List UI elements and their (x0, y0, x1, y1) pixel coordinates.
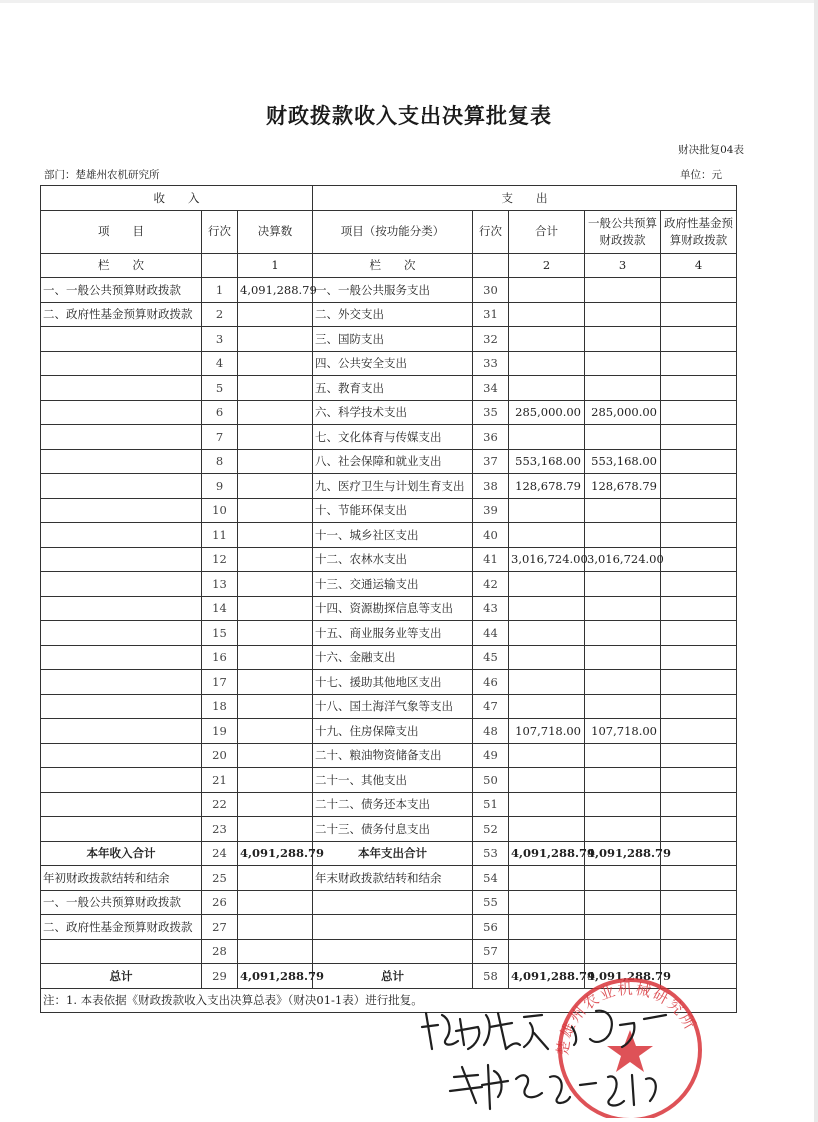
expense-total: 4,091,288.79 (509, 841, 585, 866)
income-item (41, 743, 202, 768)
income-row-no: 22 (202, 792, 238, 817)
expense-gov-fund (661, 890, 737, 915)
expense-gov-fund (661, 474, 737, 499)
expense-row-no: 46 (473, 670, 509, 695)
income-item: 年初财政拨款结转和结余 (41, 866, 202, 891)
expense-general-budget: 285,000.00 (585, 400, 661, 425)
income-item (41, 670, 202, 695)
expense-general-budget (585, 817, 661, 842)
expense-gov-fund (661, 719, 737, 744)
expense-general-budget: 553,168.00 (585, 449, 661, 474)
expense-gov-fund (661, 425, 737, 450)
expense-general-budget (585, 939, 661, 964)
income-amount (238, 645, 313, 670)
income-amount (238, 572, 313, 597)
expense-general-budget (585, 327, 661, 352)
income-row-no: 2 (202, 302, 238, 327)
expense-gov-fund (661, 866, 737, 891)
table-row (41, 302, 737, 327)
income-item (41, 596, 202, 621)
income-row-no: 3 (202, 327, 238, 352)
table-row (41, 278, 737, 303)
expense-general-budget (585, 743, 661, 768)
expense-item: 十一、城乡社区支出 (313, 523, 473, 548)
expense-total (509, 866, 585, 891)
expense-total (509, 743, 585, 768)
expense-gov-fund (661, 498, 737, 523)
expense-total (509, 523, 585, 548)
income-row-no: 21 (202, 768, 238, 793)
expense-row-no: 43 (473, 596, 509, 621)
expense-item: 十七、援助其他地区支出 (313, 670, 473, 695)
income-amount (238, 768, 313, 793)
expense-row-no: 37 (473, 449, 509, 474)
expense-row-no: 51 (473, 792, 509, 817)
expense-item: 十八、国土海洋气象等支出 (313, 694, 473, 719)
expense-item: 十、节能环保支出 (313, 498, 473, 523)
income-amount (238, 351, 313, 376)
item-header: 项 目 (41, 210, 202, 253)
expense-item: 九、医疗卫生与计划生育支出 (313, 474, 473, 499)
table-row (41, 841, 737, 866)
expense-general-budget: 107,718.00 (585, 719, 661, 744)
expense-gov-fund (661, 743, 737, 768)
income-row-no: 8 (202, 449, 238, 474)
expense-row-no: 33 (473, 351, 509, 376)
expense-gov-fund (661, 547, 737, 572)
expense-gov-fund (661, 670, 737, 695)
table-row (41, 547, 737, 572)
income-item (41, 425, 202, 450)
expense-gov-fund (661, 400, 737, 425)
expense-gov-fund (661, 768, 737, 793)
expense-total (509, 425, 585, 450)
expense-row-no: 55 (473, 890, 509, 915)
table-row (41, 890, 737, 915)
income-amount (238, 866, 313, 891)
income-item: 二、政府性基金预算财政拨款 (41, 302, 202, 327)
table-row (41, 449, 737, 474)
func-item-header: 项目（按功能分类） (313, 210, 473, 253)
income-row-no: 6 (202, 400, 238, 425)
expense-gov-fund (661, 376, 737, 401)
income-amount: 4,091,288.79 (238, 964, 313, 989)
expense-gov-fund (661, 351, 737, 376)
expense-gov-fund (661, 302, 737, 327)
income-amount (238, 596, 313, 621)
expense-row-no: 44 (473, 621, 509, 646)
expense-total (509, 498, 585, 523)
expense-general-budget (585, 498, 661, 523)
expense-item: 二十、粮油物资储备支出 (313, 743, 473, 768)
expense-total: 128,678.79 (509, 474, 585, 499)
expense-general-budget (585, 523, 661, 548)
income-amount (238, 400, 313, 425)
income-amount (238, 915, 313, 940)
expense-item: 年末财政拨款结转和结余 (313, 866, 473, 891)
expense-gov-fund (661, 621, 737, 646)
expense-item: 二十一、其他支出 (313, 768, 473, 793)
expense-gov-fund (661, 915, 737, 940)
income-item (41, 547, 202, 572)
column-index-blank-2 (473, 253, 509, 278)
income-amount (238, 327, 313, 352)
income-item: 一、一般公共预算财政拨款 (41, 890, 202, 915)
expense-row-no: 50 (473, 768, 509, 793)
row-no-header: 行次 (202, 210, 238, 253)
expense-item: 七、文化体育与传媒支出 (313, 425, 473, 450)
expense-total (509, 939, 585, 964)
expense-general-budget (585, 351, 661, 376)
header-column-row (41, 210, 737, 253)
expense-total: 553,168.00 (509, 449, 585, 474)
income-row-no: 10 (202, 498, 238, 523)
column-index-4: 4 (661, 253, 737, 278)
expense-total (509, 768, 585, 793)
expense-general-budget (585, 596, 661, 621)
expense-row-no: 58 (473, 964, 509, 989)
income-amount (238, 449, 313, 474)
column-label-2: 栏 次 (313, 253, 473, 278)
expense-total (509, 645, 585, 670)
income-item (41, 719, 202, 744)
expense-general-budget (585, 915, 661, 940)
income-item (41, 817, 202, 842)
income-item: 本年收入合计 (41, 841, 202, 866)
general-budget-header: 一般公共预算财政拨款 (585, 210, 661, 253)
header-group-row (41, 186, 737, 211)
expense-total (509, 596, 585, 621)
expense-gov-fund (661, 596, 737, 621)
income-item (41, 694, 202, 719)
footnote: 注：1. 本表依据《财政拨款收入支出决算总表》（财决01-1表）进行批复。 (41, 988, 737, 1013)
table-row (41, 572, 737, 597)
expense-general-budget: 128,678.79 (585, 474, 661, 499)
expense-item (313, 915, 473, 940)
expense-row-no: 40 (473, 523, 509, 548)
expense-general-budget (585, 768, 661, 793)
income-row-no: 20 (202, 743, 238, 768)
income-item (41, 768, 202, 793)
expense-total (509, 670, 585, 695)
table-row (41, 743, 737, 768)
expense-gov-fund (661, 645, 737, 670)
final-amount-header: 决算数 (238, 210, 313, 253)
expense-gov-fund (661, 817, 737, 842)
total-header: 合计 (509, 210, 585, 253)
expense-total (509, 915, 585, 940)
expense-row-no: 48 (473, 719, 509, 744)
income-amount (238, 376, 313, 401)
income-amount (238, 817, 313, 842)
expense-item (313, 939, 473, 964)
income-amount (238, 302, 313, 327)
department-label: 部门：楚雄州农机研究所 (44, 169, 160, 181)
expense-item: 三、国防支出 (313, 327, 473, 352)
income-amount (238, 621, 313, 646)
expense-item: 八、社会保障和就业支出 (313, 449, 473, 474)
income-amount (238, 498, 313, 523)
income-row-no: 12 (202, 547, 238, 572)
table-row (41, 768, 737, 793)
income-row-no: 17 (202, 670, 238, 695)
expense-item: 二、外交支出 (313, 302, 473, 327)
expense-item: 十九、住房保障支出 (313, 719, 473, 744)
expense-row-no: 39 (473, 498, 509, 523)
income-amount (238, 743, 313, 768)
handwritten-signature (420, 1005, 740, 1120)
expense-item: 二十二、债务还本支出 (313, 792, 473, 817)
expense-total (509, 890, 585, 915)
table-row (41, 376, 737, 401)
expense-item: 总计 (313, 964, 473, 989)
form-number: 财决批复04表 (678, 144, 744, 156)
expense-total: 4,091,288.79 (509, 964, 585, 989)
income-row-no: 11 (202, 523, 238, 548)
expense-total (509, 694, 585, 719)
income-item (41, 621, 202, 646)
expense-item: 十六、金融支出 (313, 645, 473, 670)
expense-general-budget (585, 694, 661, 719)
expense-gov-fund (661, 327, 737, 352)
expense-general-budget (585, 792, 661, 817)
income-item: 一、一般公共预算财政拨款 (41, 278, 202, 303)
income-amount (238, 719, 313, 744)
income-row-no: 4 (202, 351, 238, 376)
expense-gov-fund (661, 523, 737, 548)
income-item (41, 645, 202, 670)
table-row (41, 915, 737, 940)
document-title: 财政拨款收入支出决算批复表 (266, 104, 552, 128)
expense-general-budget (585, 376, 661, 401)
column-index-blank (202, 253, 238, 278)
expense-row-no: 56 (473, 915, 509, 940)
column-index-3: 3 (585, 253, 661, 278)
column-index-row (41, 253, 737, 278)
gov-fund-header: 政府性基金预算财政拨款 (661, 210, 737, 253)
expense-row-no: 41 (473, 547, 509, 572)
column-index-1: 1 (238, 253, 313, 278)
income-item (41, 327, 202, 352)
income-row-no: 16 (202, 645, 238, 670)
income-item (41, 474, 202, 499)
expense-total (509, 817, 585, 842)
expense-item: 六、科学技术支出 (313, 400, 473, 425)
expense-general-budget (585, 890, 661, 915)
scan-edge-top (0, 0, 818, 3)
expense-row-no: 47 (473, 694, 509, 719)
income-amount (238, 694, 313, 719)
expense-row-no: 31 (473, 302, 509, 327)
income-amount (238, 523, 313, 548)
row-no-header-2: 行次 (473, 210, 509, 253)
expense-row-no: 52 (473, 817, 509, 842)
expense-gov-fund (661, 278, 737, 303)
income-row-no: 23 (202, 817, 238, 842)
table-row (41, 939, 737, 964)
expense-item: 十五、商业服务业等支出 (313, 621, 473, 646)
income-row-no: 1 (202, 278, 238, 303)
income-row-no: 15 (202, 621, 238, 646)
expense-row-no: 36 (473, 425, 509, 450)
expense-group-header: 支 出 (313, 186, 737, 211)
budget-table (40, 185, 737, 1013)
expense-item: 十二、农林水支出 (313, 547, 473, 572)
expense-general-budget (585, 572, 661, 597)
income-item (41, 376, 202, 401)
income-item (41, 572, 202, 597)
column-label: 栏 次 (41, 253, 202, 278)
table-row (41, 694, 737, 719)
expense-total (509, 792, 585, 817)
income-amount: 4,091,288.79 (238, 841, 313, 866)
expense-general-budget (585, 670, 661, 695)
table-row (41, 719, 737, 744)
income-row-no: 19 (202, 719, 238, 744)
table-row (41, 645, 737, 670)
income-row-no: 25 (202, 866, 238, 891)
expense-gov-fund (661, 792, 737, 817)
income-item (41, 400, 202, 425)
income-item (41, 523, 202, 548)
expense-item (313, 890, 473, 915)
expense-general-budget (585, 645, 661, 670)
expense-item: 十四、资源勘探信息等支出 (313, 596, 473, 621)
table-row (41, 523, 737, 548)
expense-row-no: 30 (473, 278, 509, 303)
expense-general-budget (585, 302, 661, 327)
expense-row-no: 54 (473, 866, 509, 891)
expense-row-no: 57 (473, 939, 509, 964)
table-row (41, 621, 737, 646)
expense-row-no: 32 (473, 327, 509, 352)
expense-item: 十三、交通运输支出 (313, 572, 473, 597)
income-amount (238, 890, 313, 915)
expense-row-no: 38 (473, 474, 509, 499)
income-item (41, 792, 202, 817)
income-row-no: 5 (202, 376, 238, 401)
income-amount (238, 425, 313, 450)
expense-row-no: 45 (473, 645, 509, 670)
table-row (41, 400, 737, 425)
income-amount (238, 474, 313, 499)
table-row (41, 792, 737, 817)
income-item (41, 351, 202, 376)
income-amount (238, 939, 313, 964)
table-row (41, 670, 737, 695)
expense-row-no: 49 (473, 743, 509, 768)
expense-item: 本年支出合计 (313, 841, 473, 866)
table-row (41, 866, 737, 891)
expense-total: 107,718.00 (509, 719, 585, 744)
income-row-no: 9 (202, 474, 238, 499)
expense-gov-fund (661, 694, 737, 719)
expense-gov-fund (661, 572, 737, 597)
expense-total (509, 351, 585, 376)
expense-total (509, 327, 585, 352)
expense-general-budget (585, 425, 661, 450)
income-row-no: 7 (202, 425, 238, 450)
expense-item: 二十三、债务付息支出 (313, 817, 473, 842)
income-item: 二、政府性基金预算财政拨款 (41, 915, 202, 940)
expense-general-budget (585, 278, 661, 303)
income-row-no: 27 (202, 915, 238, 940)
stamp-text: 楚雄州农业机械研究所 (553, 979, 700, 1057)
expense-general-budget: 4,091,288.79 (585, 964, 661, 989)
income-amount (238, 670, 313, 695)
income-row-no: 18 (202, 694, 238, 719)
table-row (41, 327, 737, 352)
expense-general-budget (585, 621, 661, 646)
income-item (41, 449, 202, 474)
expense-row-no: 42 (473, 572, 509, 597)
expense-total (509, 376, 585, 401)
table-row (41, 425, 737, 450)
expense-total: 285,000.00 (509, 400, 585, 425)
expense-total: 3,016,724.00 (509, 547, 585, 572)
expense-gov-fund (661, 939, 737, 964)
income-amount (238, 547, 313, 572)
income-amount: 4,091,288.79 (238, 278, 313, 303)
income-item (41, 498, 202, 523)
income-row-no: 24 (202, 841, 238, 866)
expense-item: 一、一般公共服务支出 (313, 278, 473, 303)
income-row-no: 29 (202, 964, 238, 989)
expense-general-budget: 4,091,288.79 (585, 841, 661, 866)
expense-gov-fund (661, 841, 737, 866)
scan-edge-right (814, 0, 818, 1122)
expense-general-budget: 3,016,724.00 (585, 547, 661, 572)
column-index-2: 2 (509, 253, 585, 278)
income-row-no: 13 (202, 572, 238, 597)
expense-item: 五、教育支出 (313, 376, 473, 401)
table-row (41, 817, 737, 842)
income-row-no: 14 (202, 596, 238, 621)
income-group-header: 收 入 (41, 186, 313, 211)
expense-total (509, 302, 585, 327)
expense-total (509, 572, 585, 597)
expense-row-no: 53 (473, 841, 509, 866)
expense-row-no: 34 (473, 376, 509, 401)
table-row (41, 498, 737, 523)
table-row (41, 351, 737, 376)
income-item (41, 939, 202, 964)
expense-general-budget (585, 866, 661, 891)
table-row (41, 474, 737, 499)
expense-gov-fund (661, 449, 737, 474)
expense-row-no: 35 (473, 400, 509, 425)
income-row-no: 28 (202, 939, 238, 964)
income-row-no: 26 (202, 890, 238, 915)
table-row (41, 596, 737, 621)
expense-item: 四、公共安全支出 (313, 351, 473, 376)
expense-total (509, 621, 585, 646)
income-amount (238, 792, 313, 817)
unit-label: 单位：元 (680, 169, 722, 181)
income-item: 总计 (41, 964, 202, 989)
expense-total (509, 278, 585, 303)
